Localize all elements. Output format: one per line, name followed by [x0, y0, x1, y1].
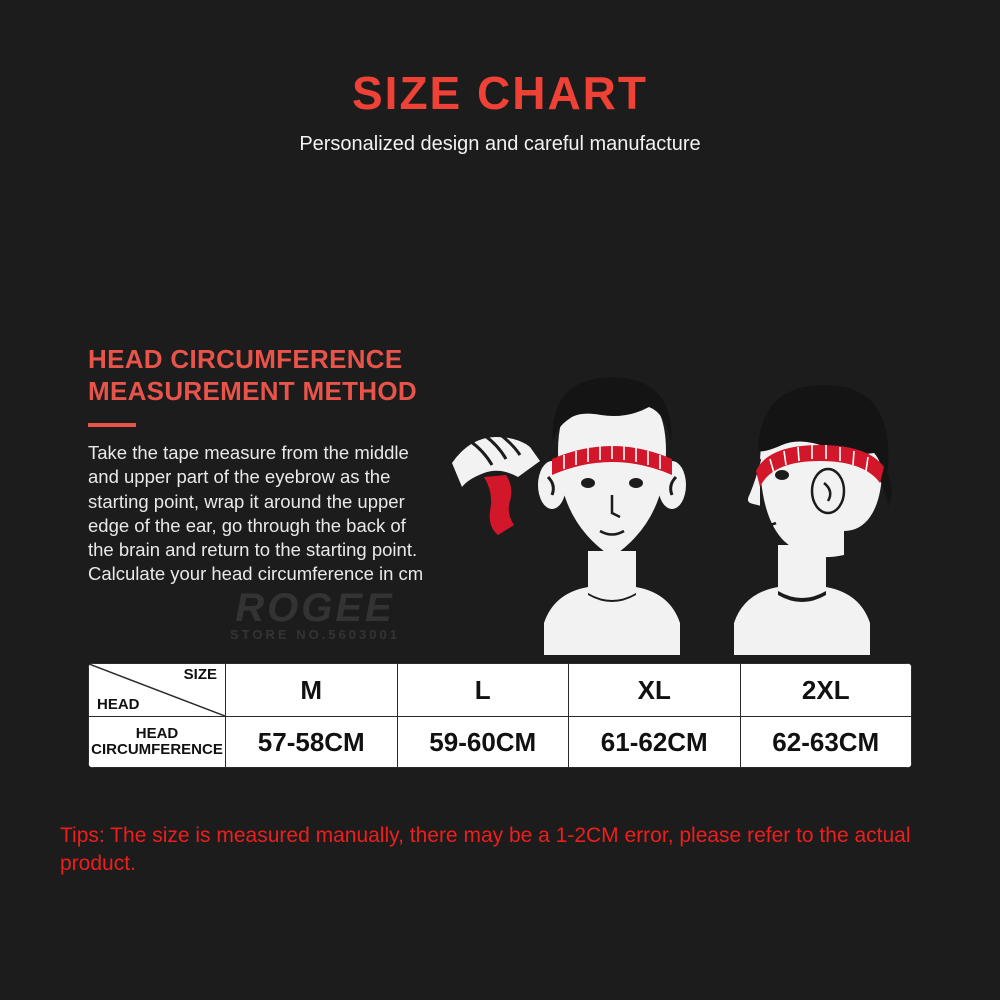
watermark-main-text: ROGEE — [235, 586, 395, 630]
front-head-illustration — [452, 377, 686, 655]
size-cell-m: M — [226, 664, 398, 717]
table-row-sizes — [89, 664, 912, 717]
watermark-sub-text: STORE NO.5603001 — [230, 627, 400, 642]
size-cell-l: L — [397, 664, 569, 717]
heading-divider — [88, 423, 136, 427]
hand-holding-tape — [452, 433, 540, 535]
size-table-container — [88, 663, 912, 768]
row-label-head-circumference — [89, 717, 226, 768]
tips-note: Tips: The size is measured manually, there may be a 1-2CM error, please refer to the actual product. — [60, 824, 911, 876]
page-subtitle: Personalized design and careful manufacture — [299, 133, 701, 155]
measurement-method-block — [88, 344, 428, 586]
store-watermark — [185, 586, 445, 642]
corner-size-label: SIZE — [183, 666, 217, 683]
corner-head-label: HEAD — [97, 695, 140, 713]
size-table — [88, 663, 912, 768]
side-head-illustration — [734, 385, 892, 655]
table-row-circumference — [89, 717, 912, 768]
page-title: SIZE CHART — [352, 67, 648, 119]
circumference-cell-l: 59-60CM — [397, 717, 569, 768]
size-cell-xl: XL — [569, 664, 741, 717]
circumference-cell-m: 57-58CM — [226, 717, 398, 768]
circumference-cell-2xl: 62-63CM — [740, 717, 912, 768]
method-heading — [88, 344, 428, 407]
circumference-cell-xl: 61-62CM — [569, 717, 741, 768]
method-description: Take the tape measure from the middle and upper part of the eyebrow as the starting point, wrap it around the upper edge of the ear, go through the back of the brain and return to the starting point. Calculate your head circumference in cm — [88, 442, 424, 584]
row-label-line2: CIRCUMFERENCE — [91, 741, 223, 758]
table-corner-cell — [89, 664, 226, 717]
method-heading-line2: MEASUREMENT METHOD — [88, 375, 417, 406]
measurement-illustration — [440, 355, 960, 655]
row-label-line1: HEAD — [135, 724, 179, 742]
size-cell-2xl: 2XL — [740, 664, 912, 717]
method-heading-line1: HEAD CIRCUMFERENCE — [88, 344, 403, 374]
